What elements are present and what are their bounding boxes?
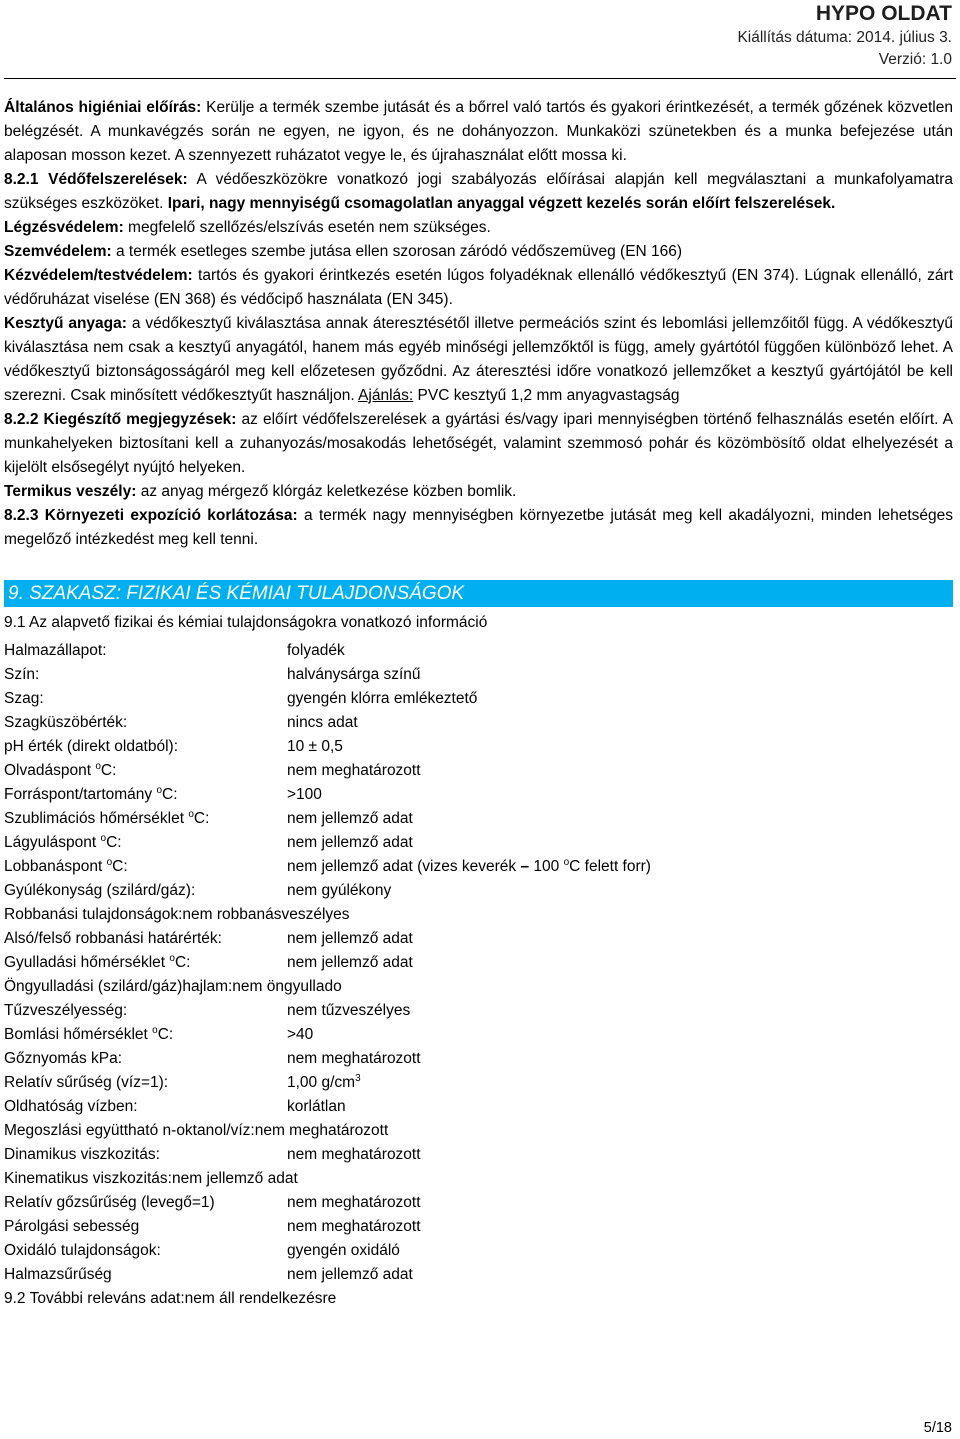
property-value bbox=[287, 759, 421, 783]
property-value bbox=[172, 1170, 298, 1187]
property-row bbox=[4, 1191, 953, 1215]
property-label: Halmazállapot: bbox=[4, 642, 107, 659]
degree-mark: o bbox=[95, 760, 101, 772]
property-value-text: nem meghatározott bbox=[287, 1146, 421, 1163]
property-row bbox=[4, 999, 953, 1023]
property-label: Szagküszöbérték: bbox=[4, 714, 128, 731]
property-value bbox=[287, 711, 358, 735]
property-label-text: Forráspont/tartomány bbox=[4, 786, 157, 803]
property-label: Gőznyomás kPa: bbox=[4, 1050, 123, 1067]
property-label-text: Lágyuláspont bbox=[4, 834, 101, 851]
property-row bbox=[4, 1263, 953, 1287]
general-hygiene-paragraph bbox=[4, 96, 953, 168]
property-value-text: folyadék bbox=[287, 642, 345, 659]
environmental-exposure-text: a termék nagy mennyiségben környezetbe jutását meg kell akadályozni, minden lehetséges megelőző intézkedést meg kell tenni. bbox=[4, 507, 953, 548]
additional-notes-text: az előírt védőfelszerelések a gyártási és/vagy ipari mennyiségben történő felhasználás esetén előírt. A munkahelyeken biztosítani kell a zuhanyozás/mosakodás lehetőségét, valamint szemmosó pohár és közömbösítő oldat elhelyezését a kijelölt elsősegélyt nyújtó helyeken. bbox=[4, 411, 953, 476]
property-row bbox=[4, 1167, 953, 1191]
property-label: Relatív gőzsűrűség (levegő=1) bbox=[4, 1194, 215, 1211]
property-value-text: nem meghatározott bbox=[287, 1194, 421, 1211]
respiratory-text: megfelelő szellőzés/elszívás esetén nem szükséges. bbox=[123, 219, 491, 236]
property-label: Oldhatóság vízben: bbox=[4, 1098, 138, 1115]
properties-list bbox=[4, 639, 953, 1287]
property-value-text: nem tűzveszélyes bbox=[287, 1002, 411, 1019]
respiratory-paragraph bbox=[4, 216, 953, 240]
property-row bbox=[4, 1023, 953, 1047]
eye-protection-label: Szemvédelem: bbox=[4, 243, 112, 260]
degree-mark: o bbox=[106, 856, 113, 868]
property-row bbox=[4, 951, 953, 975]
property-row bbox=[4, 903, 953, 927]
property-row bbox=[4, 1095, 953, 1119]
property-label-unit: C: bbox=[157, 1026, 174, 1043]
property-label-unit: C: bbox=[106, 834, 122, 851]
property-row bbox=[4, 759, 953, 783]
glove-material-text: a védőkesztyű kiválasztása annak áteresztésétől illetve permeációs szint és lebomlási jellemzőitől függ. A védőkesztyű kiválasztása nem csak a kesztyű anyagától, hanem más egyéb minőségi jellemzőktől is függ, amely gyártótól függően különböző lehet. A védőkesztyű biztonságosságáról meg kell előzetesen győződni. Az áteresztési időre vonatkozó jellemzőket a kesztyű gyártójától be kell szerezni. Csak minősített védőkesztyűt használjon. bbox=[4, 315, 953, 404]
property-value bbox=[287, 807, 413, 831]
property-row bbox=[4, 1143, 953, 1167]
property-label: Párolgási sebesség bbox=[4, 1218, 140, 1235]
property-row bbox=[4, 1071, 953, 1095]
property-value bbox=[287, 855, 651, 879]
property-value-text: >40 bbox=[287, 1026, 314, 1043]
property-row bbox=[4, 1119, 953, 1143]
industrial-handling-note: Ipari, nagy mennyiségű csomagolatlan anyaggal végzett kezelés során előírt felszerelések. bbox=[163, 195, 836, 212]
property-row bbox=[4, 663, 953, 687]
property-label: Gyúlékonyság (szilárd/gáz): bbox=[4, 882, 196, 899]
property-value-text: nem jellemző adat bbox=[287, 1266, 413, 1283]
superscript: 3 bbox=[355, 1072, 361, 1084]
property-label-text: Olvadáspont bbox=[4, 762, 96, 779]
property-value bbox=[287, 1095, 346, 1119]
property-value bbox=[255, 1122, 389, 1139]
property-label-text: Gyulladási hőmérséklet bbox=[4, 954, 170, 971]
property-row bbox=[4, 735, 953, 759]
property-label-unit: C: bbox=[100, 762, 117, 779]
property-label: Robbanási tulajdonságok: bbox=[4, 906, 183, 923]
property-label-unit: C: bbox=[174, 954, 191, 971]
additional-notes-paragraph bbox=[4, 408, 953, 480]
property-label bbox=[4, 831, 122, 855]
property-value bbox=[287, 639, 345, 663]
property-label: Tűzveszélyesség: bbox=[4, 1002, 128, 1019]
property-value bbox=[287, 831, 413, 855]
product-title: HYPO OLDAT bbox=[815, 2, 952, 25]
degree-mark: o bbox=[152, 1024, 158, 1036]
property-row bbox=[4, 831, 953, 855]
eye-protection-paragraph bbox=[4, 240, 953, 264]
property-label: Kinematikus viszkozitás: bbox=[4, 1170, 172, 1187]
section-9-heading: 9. SZAKASZ: FIZIKAI ÉS KÉMIAI TULAJDONSÁGOK bbox=[4, 580, 953, 607]
additional-notes-label: 8.2.2 Kiegészítő megjegyzések: bbox=[4, 411, 237, 428]
degree-mark: o bbox=[156, 784, 163, 796]
property-value-text: 10 ± 0,5 bbox=[287, 738, 343, 755]
property-value-text: halványsárga színű bbox=[287, 666, 421, 683]
recommendation-label: Ajánlás: bbox=[358, 387, 414, 404]
property-value bbox=[287, 1071, 361, 1095]
property-label: Oxidáló tulajdonságok: bbox=[4, 1242, 161, 1259]
property-value bbox=[287, 687, 477, 711]
property-value-number: 100 bbox=[529, 858, 564, 875]
property-value-tail: C felett forr) bbox=[569, 858, 651, 875]
property-label bbox=[4, 1023, 173, 1047]
document-header bbox=[737, 0, 952, 67]
header-divider bbox=[4, 78, 956, 79]
property-row bbox=[4, 1239, 953, 1263]
property-row bbox=[4, 975, 953, 999]
property-label: pH érték (direkt oldatból): bbox=[4, 738, 179, 755]
property-value-text: nem meghatározott bbox=[287, 1218, 421, 1235]
property-label bbox=[4, 951, 190, 975]
property-value-text: nem jellemző adat bbox=[287, 834, 413, 851]
page-content bbox=[4, 96, 953, 1311]
property-value bbox=[287, 927, 413, 951]
general-hygiene-label: Általános higiéniai előírás: bbox=[4, 99, 202, 116]
hand-protection-text: tartós és gyakori érintkezés esetén lúgos folyadéknak ellenálló védőkesztyű (EN 374). Lúgnak ellenálló, zárt védőruházat viselése (EN 368) és védőcipő használata (EN 345). bbox=[4, 267, 953, 308]
property-value-text: nem jellemző adat bbox=[171, 1170, 298, 1187]
issue-date: Kiállítás dátuma: 2014. július 3. bbox=[737, 29, 952, 46]
property-label bbox=[4, 759, 116, 783]
property-label: Megoszlási együttható n-oktanol/víz: bbox=[4, 1122, 255, 1139]
recommendation-text: PVC kesztyű 1,2 mm anyagvastagság bbox=[413, 387, 680, 404]
property-value-text: nincs adat bbox=[287, 714, 358, 731]
further-info-note: 9.2 További releváns adat:nem áll rendelkezésre bbox=[4, 1290, 337, 1307]
dash: – bbox=[520, 858, 530, 875]
property-value-text: nem gyúlékony bbox=[287, 882, 392, 899]
property-label: Szag: bbox=[4, 690, 44, 707]
property-row bbox=[4, 807, 953, 831]
property-value-text: nem jellemző adat bbox=[287, 954, 413, 971]
property-label: Alsó/felső robbanási határérték: bbox=[4, 930, 222, 947]
property-label: Relatív sűrűség (víz=1): bbox=[4, 1074, 169, 1091]
property-value bbox=[182, 906, 349, 923]
glove-material-paragraph bbox=[4, 312, 953, 408]
property-value bbox=[287, 999, 410, 1023]
property-row bbox=[4, 927, 953, 951]
property-row bbox=[4, 855, 953, 879]
property-label bbox=[4, 807, 209, 831]
property-row bbox=[4, 879, 953, 903]
property-value bbox=[287, 1023, 313, 1047]
property-value bbox=[287, 1047, 421, 1071]
property-label-unit: C: bbox=[112, 858, 128, 875]
environmental-exposure-paragraph bbox=[4, 504, 953, 552]
section-9-intro: 9.1 Az alapvető fizikai és kémiai tulajdonságokra vonatkozó információ bbox=[4, 614, 488, 631]
property-value bbox=[287, 1239, 400, 1263]
page-number: 5/18 bbox=[923, 1420, 952, 1436]
version: Verzió: 1.0 bbox=[878, 50, 952, 68]
property-label-text: Bomlási hőmérséklet bbox=[4, 1026, 153, 1043]
property-value bbox=[287, 1191, 421, 1215]
property-value-text: nem jellemző adat bbox=[287, 930, 413, 947]
property-value bbox=[287, 663, 421, 687]
protective-equipment-text: A védőeszközökre vonatkozó jogi szabályozás előírásai alapján kell megválasztani a munkafolyamatra szükséges eszközöket. bbox=[4, 171, 953, 212]
degree-mark: o bbox=[563, 856, 570, 868]
respiratory-label: Légzésvédelem: bbox=[4, 219, 124, 236]
property-value bbox=[287, 1215, 421, 1239]
property-value bbox=[287, 951, 413, 975]
property-value-text: nem jellemző adat bbox=[287, 810, 413, 827]
property-value bbox=[287, 783, 322, 807]
property-row bbox=[4, 639, 953, 663]
property-value bbox=[287, 1263, 413, 1287]
property-label: Dinamikus viszkozitás: bbox=[4, 1146, 160, 1163]
environmental-exposure-label: 8.2.3 Környezeti expozíció korlátozása: bbox=[4, 507, 298, 524]
property-value bbox=[287, 879, 391, 903]
hand-protection-paragraph bbox=[4, 264, 953, 312]
property-value-text: gyengén oxidáló bbox=[287, 1242, 400, 1259]
eye-protection-text: a termék esetleges szembe jutása ellen szorosan záródó védőszemüveg (EN 166) bbox=[111, 243, 683, 260]
protective-equipment-label: 8.2.1 Védőfelszerelések: bbox=[4, 171, 188, 188]
property-value-text: nem öngyullado bbox=[232, 978, 342, 995]
thermal-hazard-text: az anyag mérgező klórgáz keletkezése közben bomlik. bbox=[136, 483, 517, 500]
property-label-unit: C: bbox=[162, 786, 178, 803]
property-label-text: Lobbanáspont bbox=[4, 858, 107, 875]
section-spacer bbox=[4, 552, 953, 570]
thermal-hazard-label: Termikus veszély: bbox=[4, 483, 137, 500]
property-value bbox=[287, 735, 343, 759]
property-value-text: nem robbanásveszélyes bbox=[182, 906, 350, 923]
property-value-text: korlátlan bbox=[287, 1098, 346, 1115]
property-value-text: nem jellemző adat (vizes keverék bbox=[287, 858, 521, 875]
property-value bbox=[232, 978, 341, 995]
property-value-text: nem meghatározott bbox=[254, 1122, 389, 1139]
property-label bbox=[4, 855, 128, 879]
glove-material-label: Kesztyű anyaga: bbox=[4, 315, 127, 332]
general-hygiene-text: Kerülje a termék szembe jutását és a bőrrel való tartós és gyakori érintkezését, a termék gőzének közvetlen belégzését. A munkavégzés során ne egyen, ne igyon, és ne dohányozzon. Munkaközi szünetekben és a munka befejezése után alaposan mosson kezet. A szennyezett ruházatot vegye le, és újrahasználat előtt mossa ki. bbox=[4, 99, 953, 164]
property-label: Öngyulladási (szilárd/gáz)hajlam: bbox=[4, 978, 233, 995]
property-row bbox=[4, 1215, 953, 1239]
property-value-text: 1,00 g/cm bbox=[287, 1074, 356, 1091]
property-label: Halmazsűrűség bbox=[4, 1266, 112, 1283]
property-row bbox=[4, 1047, 953, 1071]
degree-mark: o bbox=[100, 832, 107, 844]
degree-mark: o bbox=[169, 952, 175, 964]
property-value-text: nem meghatározott bbox=[287, 762, 421, 779]
degree-mark: o bbox=[188, 808, 194, 820]
protective-equipment-paragraph bbox=[4, 168, 953, 216]
property-value bbox=[287, 1143, 421, 1167]
thermal-hazard-paragraph bbox=[4, 480, 953, 504]
property-label bbox=[4, 783, 178, 807]
property-row bbox=[4, 687, 953, 711]
property-row bbox=[4, 783, 953, 807]
property-label-unit: C: bbox=[193, 810, 210, 827]
property-value-text: nem meghatározott bbox=[287, 1050, 421, 1067]
hand-protection-label: Kézvédelem/testvédelem: bbox=[4, 267, 193, 284]
property-value-text: >100 bbox=[287, 786, 322, 803]
property-row bbox=[4, 711, 953, 735]
property-label-text: Szublimációs hőmérséklet bbox=[4, 810, 189, 827]
property-value-text: gyengén klórra emlékeztető bbox=[287, 690, 478, 707]
property-label: Szín: bbox=[4, 666, 40, 683]
